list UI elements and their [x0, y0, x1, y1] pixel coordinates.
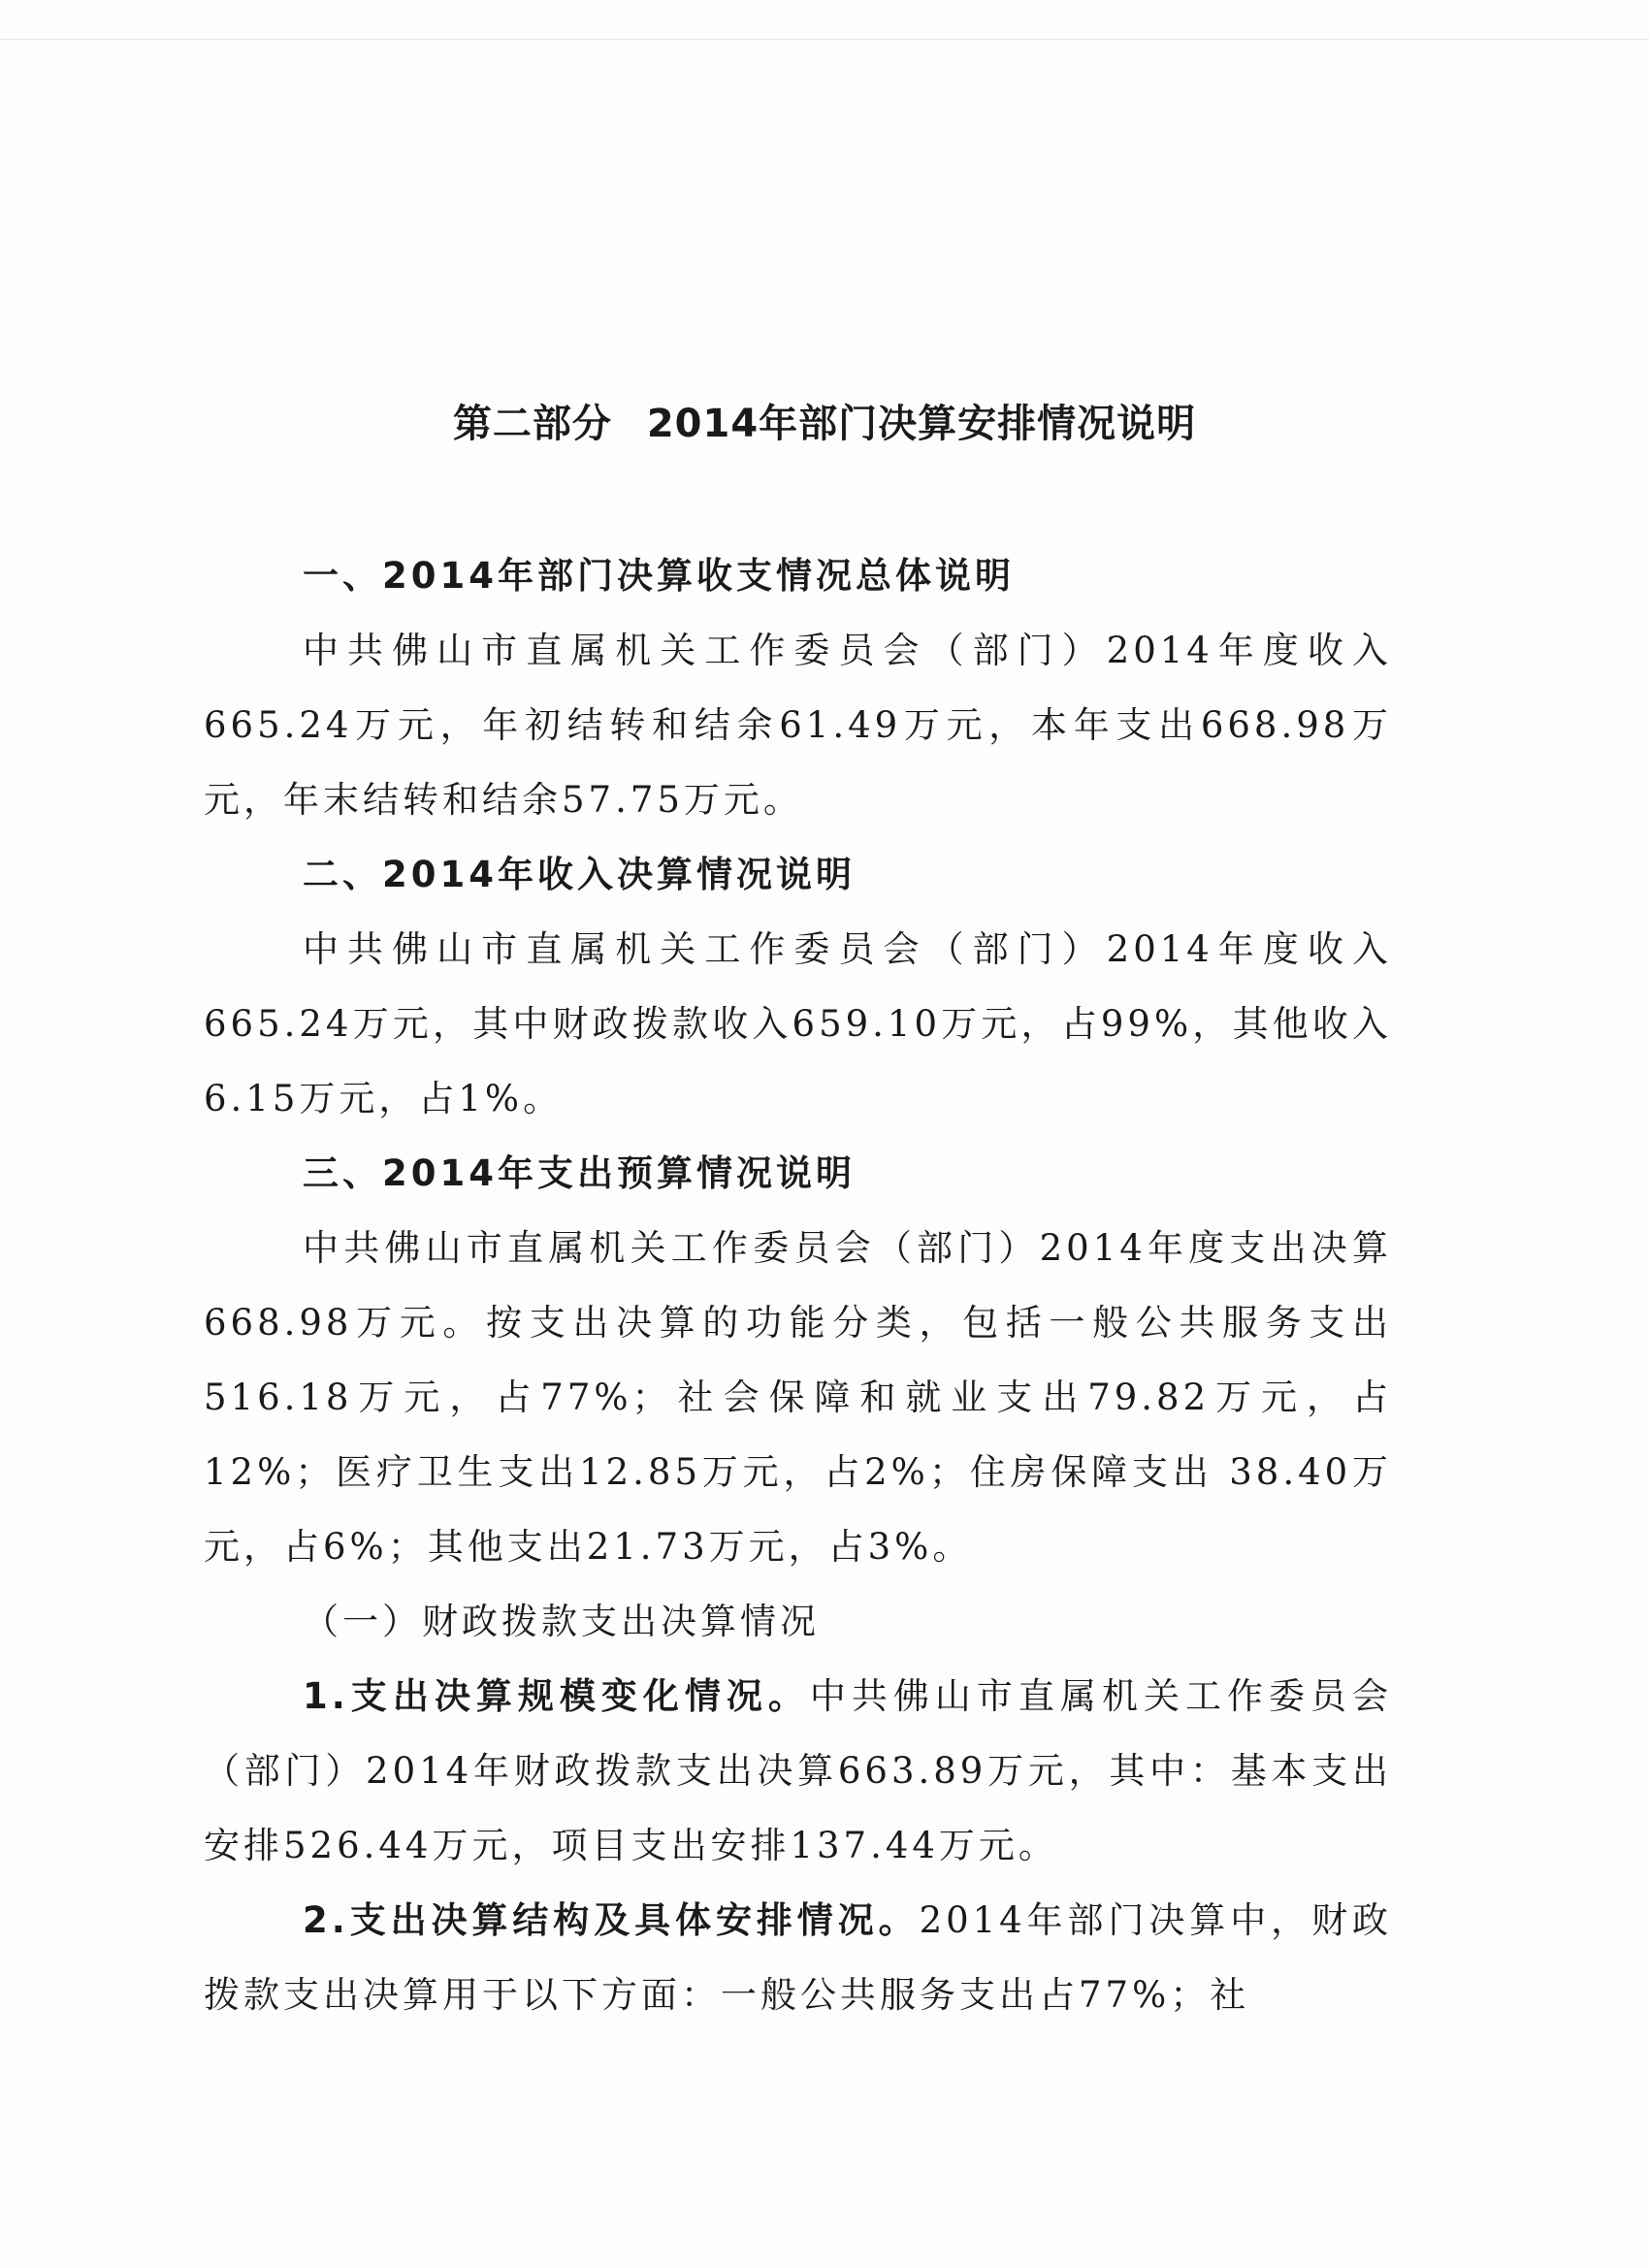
section-heading-2: 二、2014年收入决算情况说明: [303, 854, 856, 895]
title-text: 2014年部门决算安排情况说明: [646, 402, 1197, 446]
scan-edge: [0, 39, 1649, 40]
section-body-1: 中共佛山市直属机关工作委员会（部门）2014年度收入665.24万元，年初结转和结余61.49万元，本年支出668.98万元，年末结转和结余57.75万元。: [204, 630, 1392, 821]
section-body-2: 中共佛山市直属机关工作委员会（部门）2014年度收入665.24万元，其中财政拨款收入659.10万元，占99%，其他收入6.15万元，占1%。: [204, 928, 1392, 1119]
section-body-3: 中共佛山市直属机关工作委员会（部门）2014年度支出决算668.98万元。按支出决算的功能分类，包括一般公共服务支出516.18万元，占77%；社会保障和就业支出79.82万元，占12%；医疗卫生支出12.85万元，占2%；住房保障支出 38.40万元，占6%；其他支出21.73万元，占3%。: [204, 1227, 1392, 1568]
subsection-item-1-lead: 1.支出决算规模变化情况。: [303, 1675, 810, 1717]
page-title: [0, 393, 1649, 448]
title-part: 第二部分: [452, 402, 612, 446]
subsection-item-2-lead: 2.支出决算结构及具体安排情况。: [303, 1899, 920, 1941]
subsection-item-2: [204, 1883, 1392, 2032]
subsection-heading: （一）财政拨款支出决算情况: [303, 1601, 820, 1642]
subsection-item-1: [204, 1659, 1392, 1883]
document-body: [204, 538, 1392, 2032]
subsection-item-1-body: 中共佛山市直属机关工作委员会（部门）2014年财政拨款支出决算663.89万元，其中：基本支出安排526.44万元，项目支出安排137.44万元。: [204, 1675, 1392, 1866]
subsection-item-2-body: 2014年部门决算中，财政拨款支出决算用于以下方面：一般公共服务支出占77%；社: [204, 1899, 1392, 2016]
section-heading-1: 一、2014年部门决算收支情况总体说明: [303, 555, 1015, 597]
section-heading-3: 三、2014年支出预算情况说明: [303, 1152, 856, 1194]
